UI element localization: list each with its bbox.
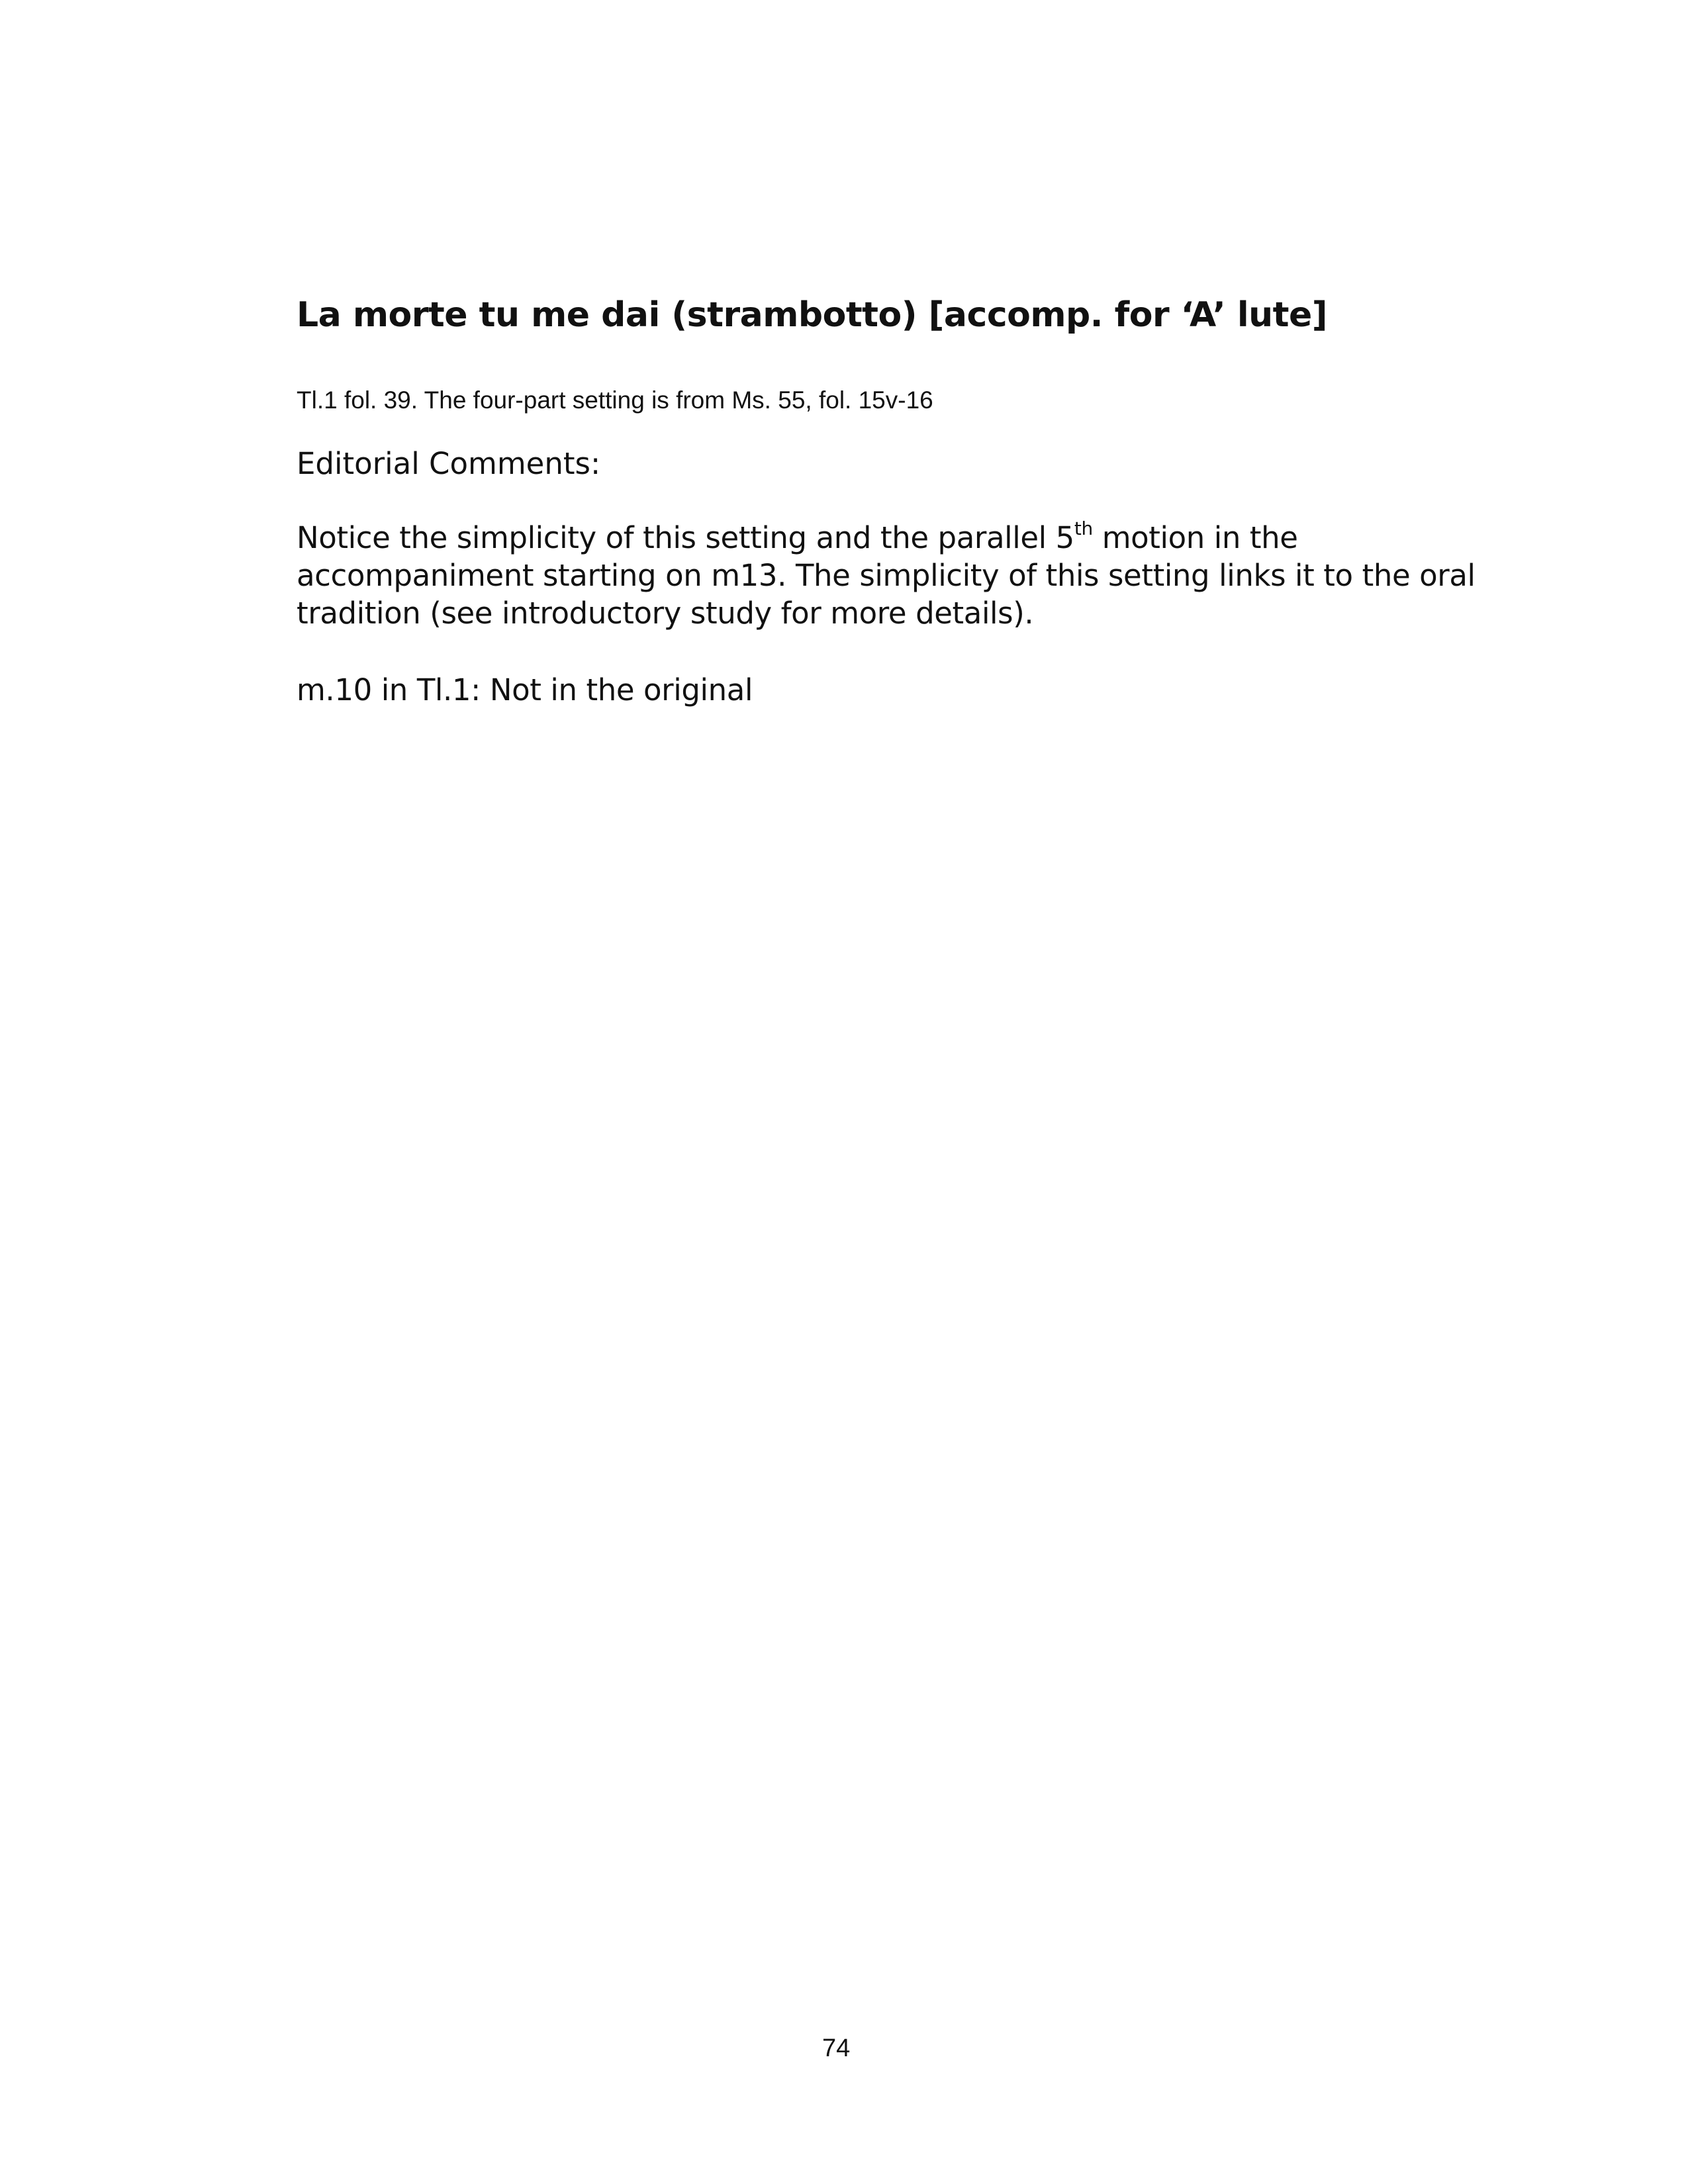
- measure-note: m.10 in Tl.1: Not in the original: [297, 672, 753, 707]
- comment-line-3: tradition (see introductory study for more details).: [297, 596, 1034, 631]
- ordinal-superscript: th: [1074, 518, 1093, 539]
- source-reference: Tl.1 fol. 39. The four-part setting is from Ms. 55, fol. 15v-16: [297, 387, 933, 414]
- editorial-comments-heading: Editorial Comments:: [297, 446, 601, 481]
- page-title: La morte tu me dai (strambotto) [accomp. for ‘A’ lute]: [297, 295, 1328, 335]
- comment-line-1-text: Notice the simplicity of this setting and the parallel 5: [297, 520, 1074, 555]
- comment-line-2: accompaniment starting on m13. The simplicity of this setting links it to the oral: [297, 558, 1476, 593]
- comment-line-1: [297, 519, 1475, 557]
- comment-line-1-tail: motion in the: [1092, 520, 1298, 555]
- editorial-comment-paragraph: [297, 519, 1475, 632]
- page-number: 74: [822, 2034, 851, 2062]
